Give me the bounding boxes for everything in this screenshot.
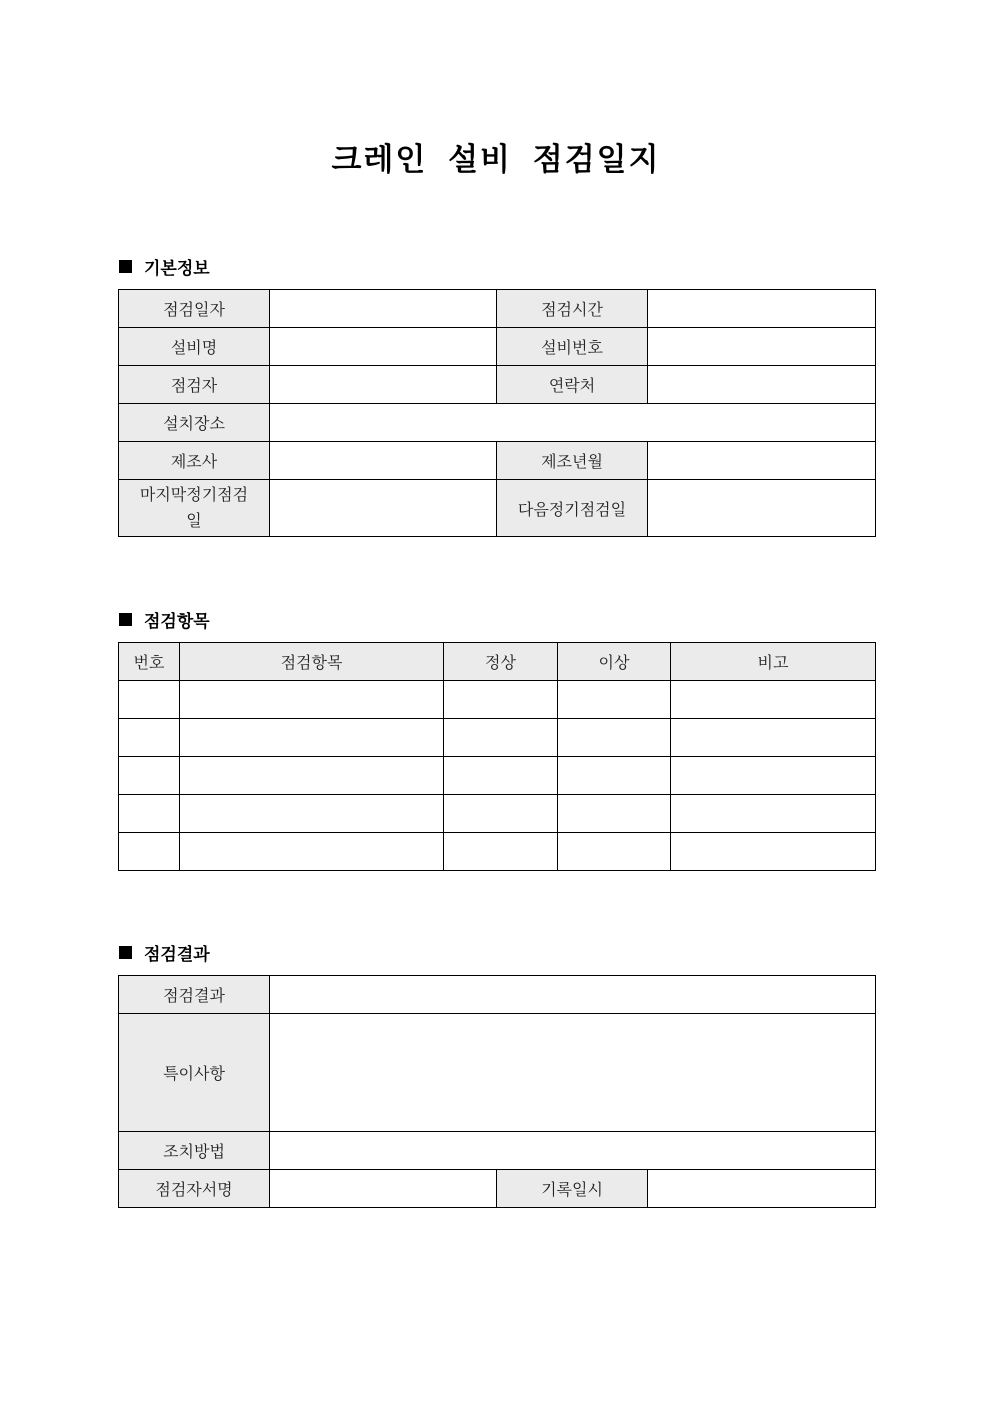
label-contact: 연락처 [497,366,648,404]
inspection-items-table [118,642,876,871]
table-row [119,757,876,795]
label-install-location: 설치장소 [119,404,270,442]
field-signature[interactable] [270,1170,497,1208]
cell-abnormal[interactable] [558,719,671,757]
cell-number[interactable] [119,757,180,795]
cell-remarks[interactable] [671,833,876,871]
cell-remarks[interactable] [671,681,876,719]
label-remarks: 특이사항 [119,1014,270,1132]
section-heading-basic-info [119,254,210,279]
field-action[interactable] [270,1132,876,1170]
cell-normal[interactable] [444,833,558,871]
cell-normal[interactable] [444,757,558,795]
cell-normal[interactable] [444,719,558,757]
cell-item[interactable] [180,681,444,719]
cell-item[interactable] [180,757,444,795]
label-equipment-number: 설비번호 [497,328,648,366]
field-install-location[interactable] [270,404,876,442]
cell-number[interactable] [119,795,180,833]
section-heading-label: 기본정보 [144,259,210,279]
cell-normal[interactable] [444,795,558,833]
label-manufacturer: 제조사 [119,442,270,480]
square-bullet-icon [119,613,132,626]
cell-abnormal[interactable] [558,681,671,719]
cell-remarks[interactable] [671,719,876,757]
field-contact[interactable] [648,366,876,404]
field-inspection-time[interactable] [648,290,876,328]
field-manufacture-date[interactable] [648,442,876,480]
basic-info-table [118,289,876,537]
cell-number[interactable] [119,833,180,871]
cell-remarks[interactable] [671,795,876,833]
square-bullet-icon [119,260,132,273]
column-header-normal: 정상 [444,643,558,681]
cell-abnormal[interactable] [558,833,671,871]
label-last-regular-inspection: 마지막정기점검일 [119,480,270,537]
cell-number[interactable] [119,681,180,719]
cell-item[interactable] [180,795,444,833]
field-result[interactable] [270,976,876,1014]
column-header-item: 점검항목 [180,643,444,681]
inspection-result-table [118,975,876,1208]
label-inspection-date: 점검일자 [119,290,270,328]
label-action: 조치방법 [119,1132,270,1170]
label-next-regular-inspection: 다음정기점검일 [497,480,648,537]
cell-normal[interactable] [444,681,558,719]
label-signature: 점검자서명 [119,1170,270,1208]
section-heading-label: 점검항목 [144,612,210,632]
label-manufacture-date: 제조년월 [497,442,648,480]
section-heading-inspection-items [119,607,210,632]
square-bullet-icon [119,946,132,959]
column-header-number: 번호 [119,643,180,681]
field-equipment-number[interactable] [648,328,876,366]
field-record-time[interactable] [648,1170,876,1208]
field-next-regular-inspection[interactable] [648,480,876,537]
table-row [119,833,876,871]
label-inspection-time: 점검시간 [497,290,648,328]
section-heading-inspection-result [119,940,210,965]
field-manufacturer[interactable] [270,442,497,480]
label-result: 점검결과 [119,976,270,1014]
column-header-remarks: 비고 [671,643,876,681]
field-inspector[interactable] [270,366,497,404]
field-last-regular-inspection[interactable] [270,480,497,537]
cell-abnormal[interactable] [558,795,671,833]
field-inspection-date[interactable] [270,290,497,328]
column-header-abnormal: 이상 [558,643,671,681]
table-row [119,681,876,719]
table-row [119,795,876,833]
label-inspector: 점검자 [119,366,270,404]
cell-remarks[interactable] [671,757,876,795]
cell-item[interactable] [180,719,444,757]
cell-abnormal[interactable] [558,757,671,795]
label-equipment-name: 설비명 [119,328,270,366]
section-heading-label: 점검결과 [144,945,210,965]
label-record-time: 기록일시 [497,1170,648,1208]
field-remarks[interactable] [270,1014,876,1132]
document-title: 크레인 설비 점검일지 [331,142,661,178]
cell-item[interactable] [180,833,444,871]
cell-number[interactable] [119,719,180,757]
field-equipment-name[interactable] [270,328,497,366]
table-row [119,719,876,757]
